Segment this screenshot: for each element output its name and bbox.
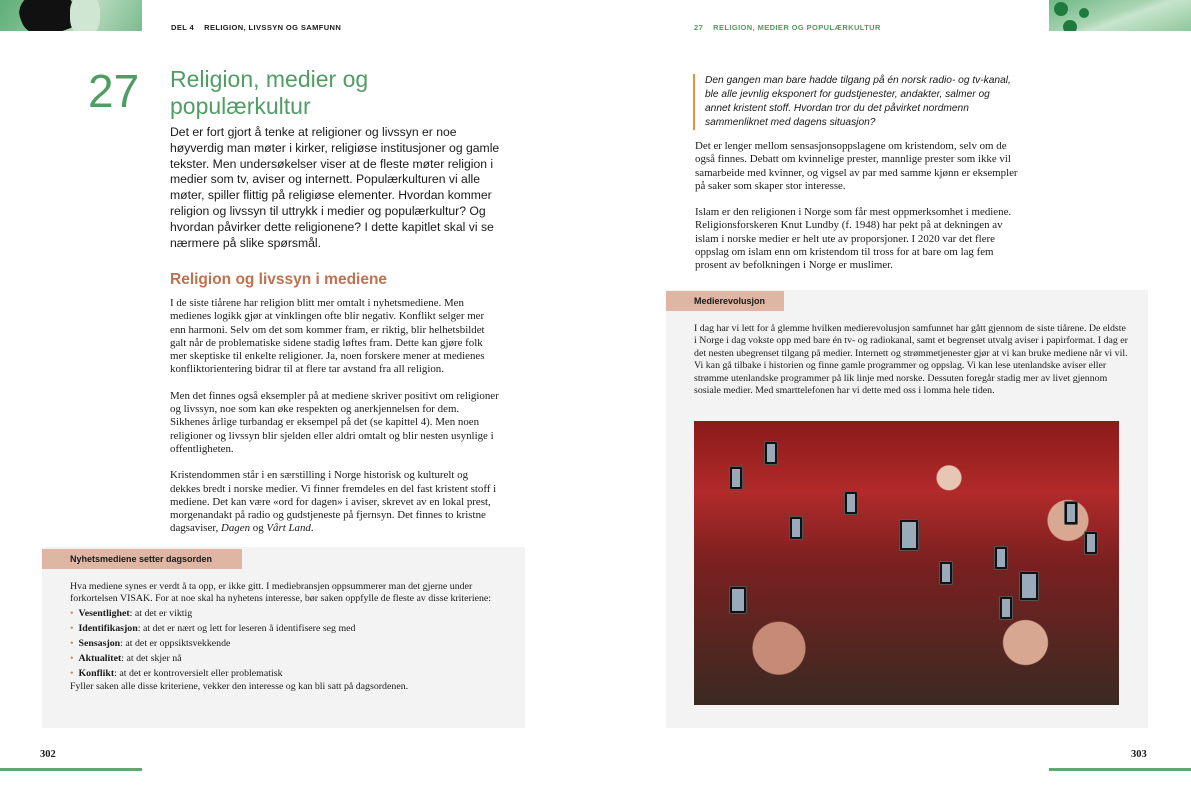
fact-box-tag: Nyhetsmediene setter dagsorden [42,549,242,569]
criterion-desc: : at det er oppsiktsvekkende [120,637,231,649]
criterion-term: Identifikasjon [78,622,138,634]
criterion-term: Aktualitet [78,652,122,664]
conjunction: og [250,522,267,535]
list-item [70,621,505,636]
fact-box-intro: Hva mediene synes er verdt å ta opp, er ikke gitt. I mediebransjen oppsummerer man det gjerne under forkortelsen VISAK. For at noe skal ha nyhetens interesse, bør saken oppfylle de fleste av disse kriteriene: [70,581,492,605]
right-body-text [695,140,1020,286]
newspaper-name: Dagen [220,522,251,535]
fact-box-tag: Medierevolusjon [666,291,784,311]
crowd-smartphones-photo [694,421,1119,705]
chapter-intro: Det er fort gjort å tenke at religioner og livssyn er noe høyverdig man møter i kirker, religiøse institusjoner og gamle tekster. Men undersøkelser viser at de fleste møter religion i medier som tv, aviser og internett. Populærkulturen vi alle møter, spiller flittig på religiøse elementer. Hvordan kommer religion og livssyn til uttrykk i medier og populærkultur? Og hvordan påvirker dette religionene? I dette kapitlet skal vi se nærmere på slike spørsmål. [170,125,500,250]
page-number-right: 303 [1131,749,1147,760]
running-head-left [171,23,351,32]
running-head-right [694,23,891,32]
chapter-title-label: RELIGION, MEDIER OG POPULÆRKULTUR [713,23,881,32]
criterion-term: Sensasjon [78,637,121,649]
section-label: RELIGION, LIVSSYN OG SAMFUNN [204,23,342,32]
fact-box-content [42,569,525,693]
chapter-decoration-art [0,0,142,31]
chapter-decoration-art [1049,0,1191,31]
list-item [70,636,505,651]
page-number-left: 302 [40,749,56,760]
criterion-term: Vesentlighet [78,607,130,619]
chapter-label: 27 [694,23,704,32]
paragraph: Men det finnes også eksempler på at mediene skriver positivt om religioner og livssyn, noe som kan øke respekten og anerkjennelsen for dem. Sikhenes årlige turbandag er eksempel på det (se kapittel 4). Men noen religioner og livssyn blir sjelden eller aldri omtalt og blir nesten usynlige i offentligheten. [170,389,499,455]
paragraph [170,469,500,535]
criterion-desc: : at det skjer nå [121,652,182,664]
paragraph-text: Kristendommen står i en særstilling i Norge historisk og kulturelt og dekkes bredt i norske medier. Vi finner fremdeles en del fast kristent stoff i mediene. Det kan være «ord for dagen» i aviser, skrevet av en lokal prest, morgenandakt på radio og gudstjeneste på fjernsyn. Det finnes to kristne dagsaviser, [170,469,497,535]
chapter-title: Religion, medier og populærkultur [170,66,369,119]
section-heading: Religion og livssyn i mediene [170,271,388,288]
criterion-desc: : at det er viktig [129,607,193,619]
footer-rule-right [1049,768,1191,771]
left-body-text [170,297,500,549]
list-item [70,666,505,681]
punctuation: . [310,522,314,535]
reflection-quote: Den gangen man bare hadde tilgang på én norsk radio- og tv-kanal, ble alle jevnlig eksponert for gudstjenester, andakter, salmer og annet kristent stoff. Hvordan tror du det påvirket nordmenn sammenliknet med dagens situasjon? [693,74,1013,130]
criteria-list [70,606,505,681]
paragraph: Islam er den religionen i Norge som får mest oppmerksomhet i mediene. Religionsforskeren Knut Lundby (f. 1948) har pekt på at dekningen av islam i norske medier er helt ute av proporsjoner. I 2020 var det flere oppslag om islam enn om kristendom til tross for at bare om lag fem prosent av befolkningen i Norge er muslimer. [695,206,1012,272]
criterion-desc: : at det er kontroversielt eller problematisk [114,667,283,679]
fact-box-news-agenda [42,547,525,728]
chapter-number: 27 [88,65,140,117]
list-item [70,606,505,621]
fact-box-outro: Fyller saken alle disse kriteriene, vekker den interesse og kan bli satt på dagsordenen. [70,680,409,692]
criterion-term: Konflikt [78,667,115,679]
footer-rule-left [0,768,142,771]
paragraph: Det er lenger mellom sensasjonsoppslagene om kristendom, selv om de også finnes. Debatt om kvinnelige prester, mannlige prester som ikke vil samarbeide med kvinner, og vigsel av par med samme kjønn er eksempler på saker som skaper stor interesse. [695,140,1018,192]
criterion-desc: : at det er nært og lett for leseren å identifisere seg med [137,622,356,634]
newspaper-name: Vårt Land [266,522,311,535]
paragraph: I de siste tiårene har religion blitt mer omtalt i nyhetsmediene. Men medienes logikk gjør at vinklingen ofte blir negativ. Konflikt selger mer enn harmoni. Selv om det som kommer fram, er riktig, blir helhetsbildet galt når de problematiske sidene stadig løftes fram. Dette kan gjøre folk mer skeptiske til enkelte religioner. Ja, noen forskere mener at medienes konfliktorientering bidrar til at flere tar avstand fra all religion. [170,297,485,376]
fact-box-text: I dag har vi lett for å glemme hvilken medierevolusjon samfunnet har gått gjennom de siste tiårene. De eldste i Norge i dag vokste opp med bare én tv- og radiokanal, samt et begrenset utvalg aviser i papirformat. I dag er det nesten ubegrenset tilgang på medier. Internett og strømmetjenester gjør at vi kan bruke mediene når vi vil. Vi kan gå tilbake i historien og finne gamle programmer og oppslag. Vi kan lese utenlandske aviser eller strømme utenlandske programmer på lik linje med norske. Dessuten foregår stadig mer av livet gjennom sosiale medier. Med smarttelefonen har vi dette med oss i lomma hele tiden. [694,323,1128,397]
list-item [70,651,505,666]
part-label: DEL 4 [171,23,195,32]
